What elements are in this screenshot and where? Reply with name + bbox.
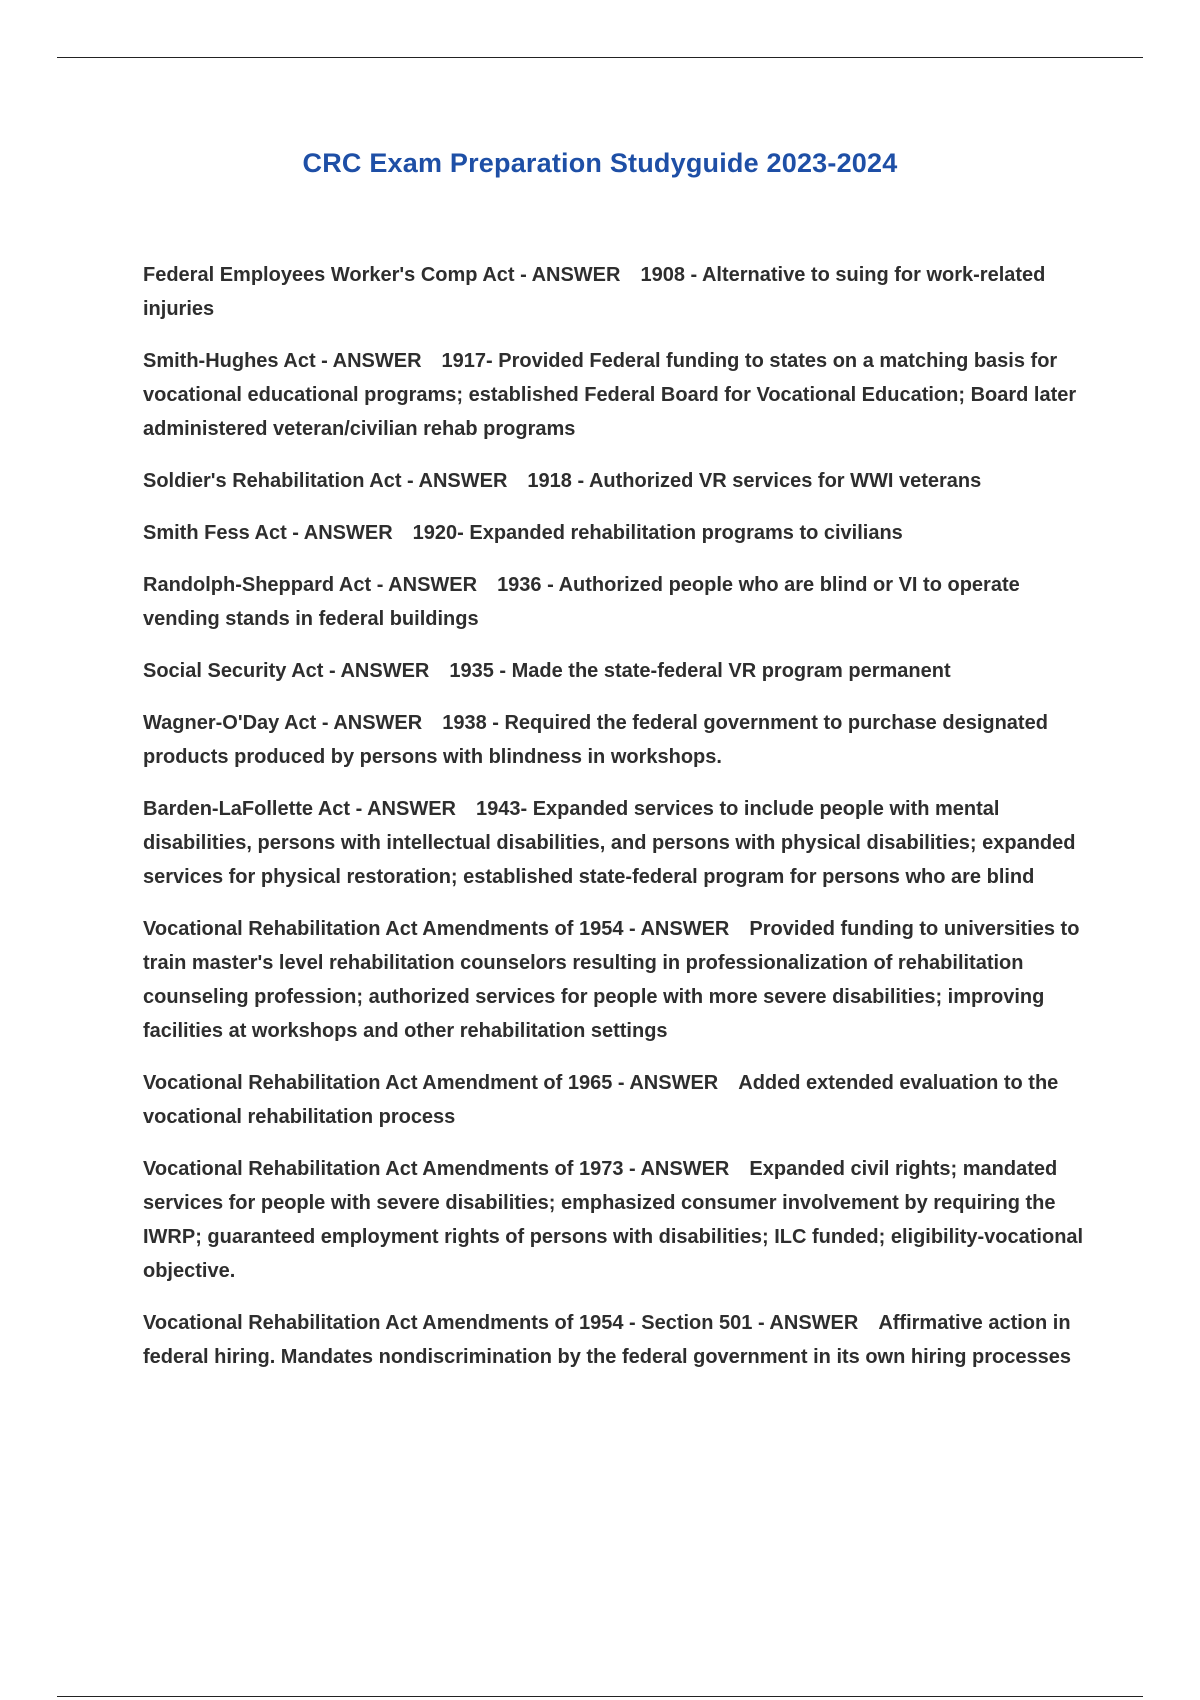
entry bbox=[143, 464, 1093, 498]
entry-answer: Expanded civil rights; mandated services for people with severe disabilities; emphasized consumer involvement by requiring the IWRP; guaranteed employment rights of persons with disabilities; ILC funded; eligibility-vocational objective. bbox=[143, 1158, 1084, 1282]
entry-answer: 1918 - Authorized VR services for WWI veterans bbox=[527, 470, 982, 492]
top-rule bbox=[57, 57, 1143, 58]
entry-answer: 1943- Expanded services to include people with mental disabilities, persons with intellectual disabilities, and persons with physical disabilities; expanded services for physical restoration; established state-federal program for persons who are blind bbox=[143, 798, 1076, 888]
entry-term: Barden-LaFollette Act - ANSWER bbox=[143, 798, 456, 820]
entry-answer: 1917- Provided Federal funding to states on a matching basis for vocational educational programs; established Federal Board for Vocational Education; Board later administered veteran/civilian rehab programs bbox=[143, 350, 1077, 440]
entry-term: Smith Fess Act - ANSWER bbox=[143, 522, 393, 544]
entry-term: Social Security Act - ANSWER bbox=[143, 660, 430, 682]
entry-term: Smith-Hughes Act - ANSWER bbox=[143, 350, 422, 372]
entry-term: Wagner-O'Day Act - ANSWER bbox=[143, 712, 423, 734]
entry bbox=[143, 706, 1093, 774]
entry bbox=[143, 654, 1093, 688]
entry bbox=[143, 516, 1093, 550]
entry bbox=[143, 568, 1093, 636]
entry-answer: Affirmative action in federal hiring. Mandates nondiscrimination by the federal government in its own hiring processes bbox=[143, 1312, 1071, 1368]
entry bbox=[143, 1152, 1093, 1288]
entry-answer: Added extended evaluation to the vocational rehabilitation process bbox=[143, 1072, 1059, 1128]
page-title: CRC Exam Preparation Studyguide 2023-2024 bbox=[302, 148, 898, 178]
entry-term: Federal Employees Worker's Comp Act - ANSWER bbox=[143, 264, 621, 286]
entry bbox=[143, 912, 1093, 1048]
bottom-rule bbox=[57, 1696, 1143, 1697]
entry-term: Soldier's Rehabilitation Act - ANSWER bbox=[143, 470, 508, 492]
entry bbox=[143, 792, 1093, 894]
entry-term: Vocational Rehabilitation Act Amendments of 1954 - Section 501 - ANSWER bbox=[143, 1312, 859, 1334]
entry bbox=[143, 1306, 1093, 1374]
entry-answer: 1938 - Required the federal government to purchase designated products produced by persons with blindness in workshops. bbox=[143, 712, 1048, 768]
entry-answer: 1908 - Alternative to suing for work-related injuries bbox=[143, 264, 1046, 320]
entry-answer: 1920- Expanded rehabilitation programs to civilians bbox=[412, 522, 903, 544]
entry-answer: Provided funding to universities to train master's level rehabilitation counselors resulting in professionalization of rehabilitation counseling profession; authorized services for people with more severe disabilities; improving facilities at workshops and other rehabilitation settings bbox=[143, 918, 1080, 1042]
entry bbox=[143, 258, 1093, 326]
entry-term: Vocational Rehabilitation Act Amendments of 1954 - ANSWER bbox=[143, 918, 730, 940]
entry-answer: 1936 - Authorized people who are blind or VI to operate vending stands in federal buildings bbox=[143, 574, 1020, 630]
entries-list bbox=[143, 258, 1093, 1392]
entry-answer: 1935 - Made the state-federal VR program permanent bbox=[449, 660, 951, 682]
entry-term: Vocational Rehabilitation Act Amendments of 1973 - ANSWER bbox=[143, 1158, 730, 1180]
entry bbox=[143, 344, 1093, 446]
entry-term: Randolph-Sheppard Act - ANSWER bbox=[143, 574, 478, 596]
entry-term: Vocational Rehabilitation Act Amendment of 1965 - ANSWER bbox=[143, 1072, 719, 1094]
entry bbox=[143, 1066, 1093, 1134]
